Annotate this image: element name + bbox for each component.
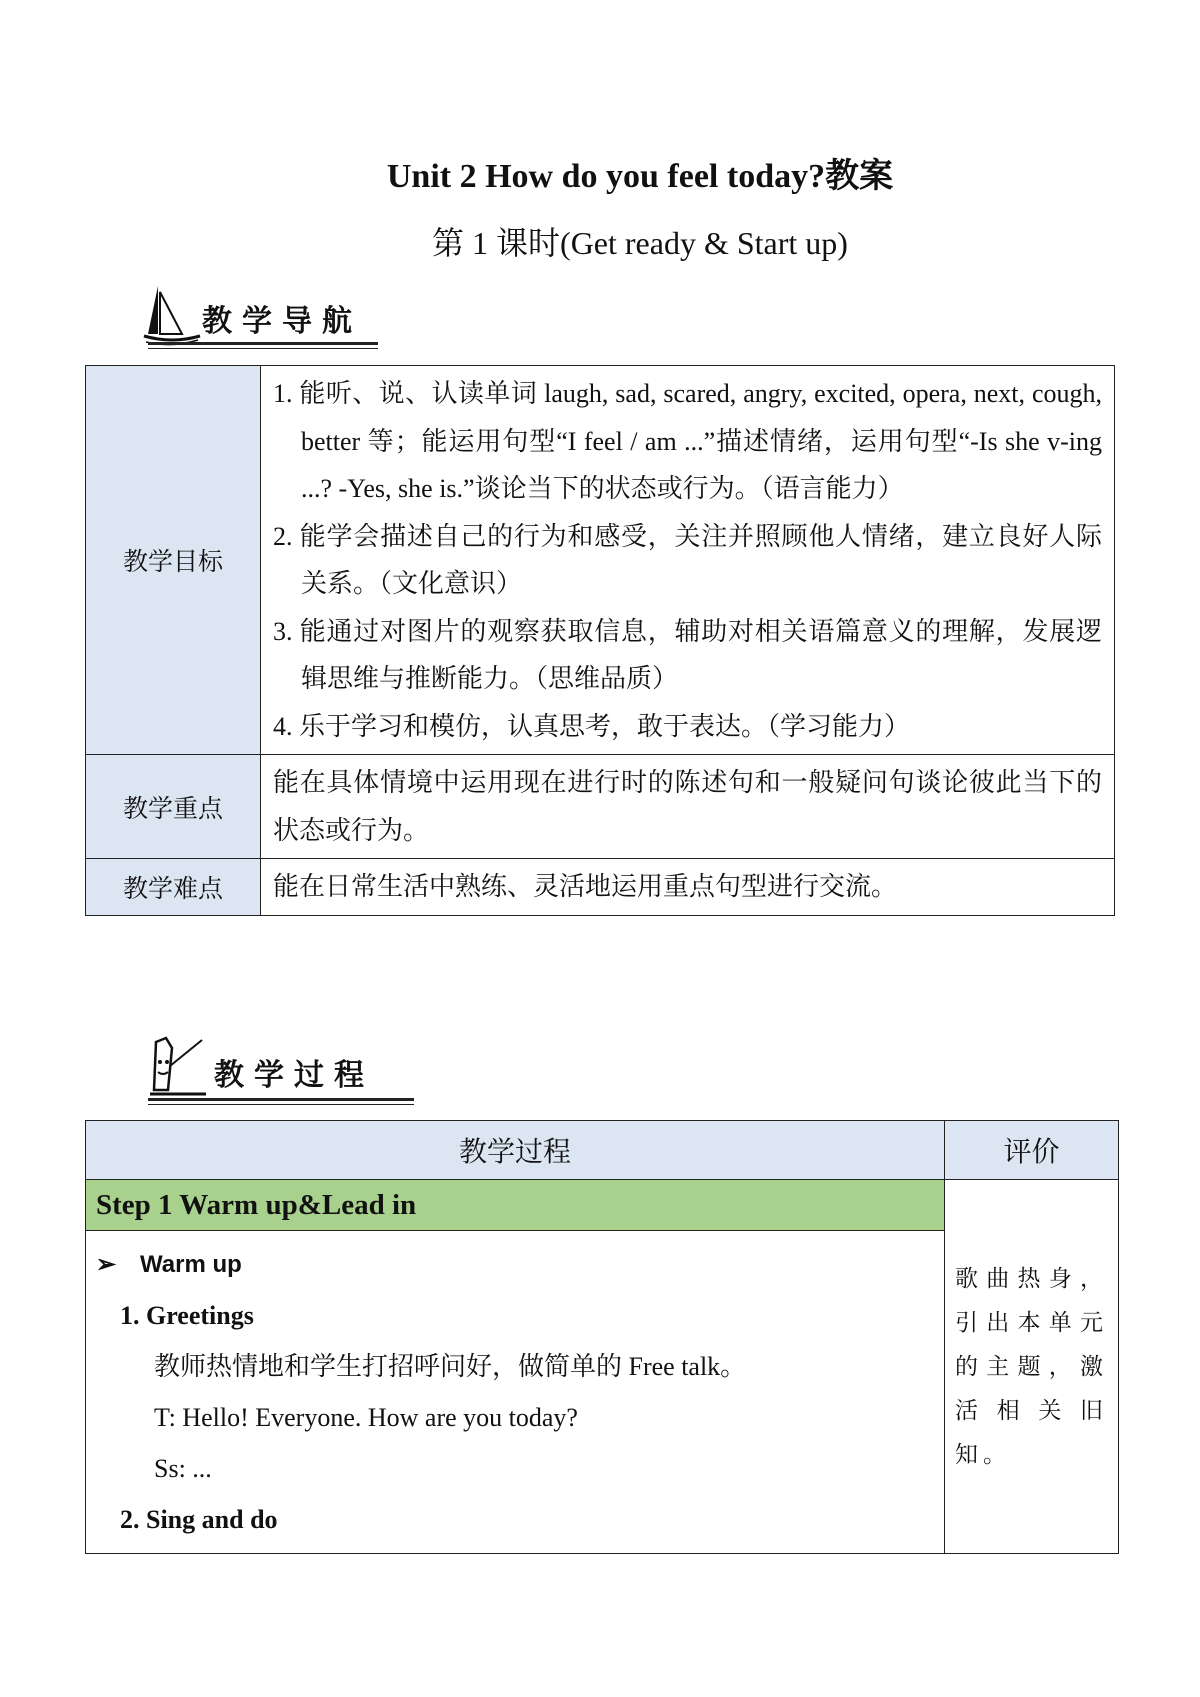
table-row bbox=[86, 755, 1115, 859]
sailboat-icon bbox=[142, 282, 202, 348]
banner-underline bbox=[148, 1098, 414, 1101]
table-row bbox=[86, 859, 1115, 916]
difficulties-label: 教学难点 bbox=[86, 859, 261, 916]
process-line: T: Hello! Everyone. How are you today? bbox=[154, 1403, 578, 1432]
table-row bbox=[86, 366, 1115, 755]
banner-label: 教学过程 bbox=[214, 1058, 374, 1093]
banner-underline-thin bbox=[148, 348, 378, 349]
goal-item: 1. 能听、说、认读单词 laugh, sad, scared, angry, excited, opera, next, cough, better 等；能运用句型“I feel / am ...”描述情绪，运用句型“-Is she v-ing ...? -Yes, she is.”谈论当下的状态或行为。（语言能力） bbox=[273, 379, 1102, 503]
sub-heading: 1. Greetings bbox=[120, 1301, 254, 1330]
process-line: Ss: ... bbox=[154, 1454, 212, 1483]
banner-underline bbox=[148, 342, 378, 345]
step-title: Step 1 Warm up&Lead in bbox=[86, 1180, 945, 1231]
process-content bbox=[86, 1231, 945, 1554]
teaching-navigation-banner bbox=[142, 282, 378, 352]
goal-item: 4. 乐于学习和模仿，认真思考，敢于表达。（学习能力） bbox=[273, 711, 911, 741]
difficulties-content: 能在日常生活中熟练、灵活地运用重点句型进行交流。 bbox=[261, 859, 1115, 916]
goals-content bbox=[261, 366, 1115, 755]
goal-item: 2. 能学会描述自己的行为和感受，关注并照顾他人情绪，建立良好人际关系。（文化意识） bbox=[273, 521, 1102, 598]
banner-underline-thin bbox=[148, 1104, 414, 1105]
process-line: 教师热情地和学生打招呼问好，做简单的 Free talk。 bbox=[154, 1352, 747, 1381]
key-points-content: 能在具体情境中运用现在进行时的陈述句和一般疑问句谈论彼此当下的状态或行为。 bbox=[261, 755, 1115, 859]
pencil-teacher-icon bbox=[142, 1036, 212, 1106]
goal-item: 3. 能通过对图片的观察获取信息，辅助对相关语篇意义的理解，发展逻辑思维与推断能力。（思维品质） bbox=[273, 616, 1102, 693]
bullet-heading bbox=[96, 1239, 934, 1290]
arrow-bullet-icon: ➢ bbox=[96, 1251, 117, 1278]
banner-label: 教学导航 bbox=[202, 304, 362, 339]
evaluation-text: 歌曲热身，引出本单元的主题，激活相关旧知。 bbox=[945, 1180, 1119, 1554]
sub-heading: 2. Sing and do bbox=[120, 1505, 278, 1534]
table-header-row bbox=[86, 1121, 1119, 1180]
header-evaluation: 评价 bbox=[945, 1121, 1119, 1180]
document-title: Unit 2 How do you feel today?教案 bbox=[386, 158, 894, 195]
teaching-process-table bbox=[85, 1120, 1119, 1554]
teaching-goals-table bbox=[85, 365, 1115, 916]
goals-label: 教学目标 bbox=[86, 366, 261, 755]
header-process: 教学过程 bbox=[86, 1121, 945, 1180]
lesson-subtitle: 第 1 课时(Get ready & Start up) bbox=[432, 225, 848, 261]
table-row bbox=[86, 1180, 1119, 1231]
teaching-process-banner bbox=[142, 1036, 414, 1106]
bullet-label: Warm up bbox=[140, 1251, 242, 1278]
key-points-label: 教学重点 bbox=[86, 755, 261, 859]
